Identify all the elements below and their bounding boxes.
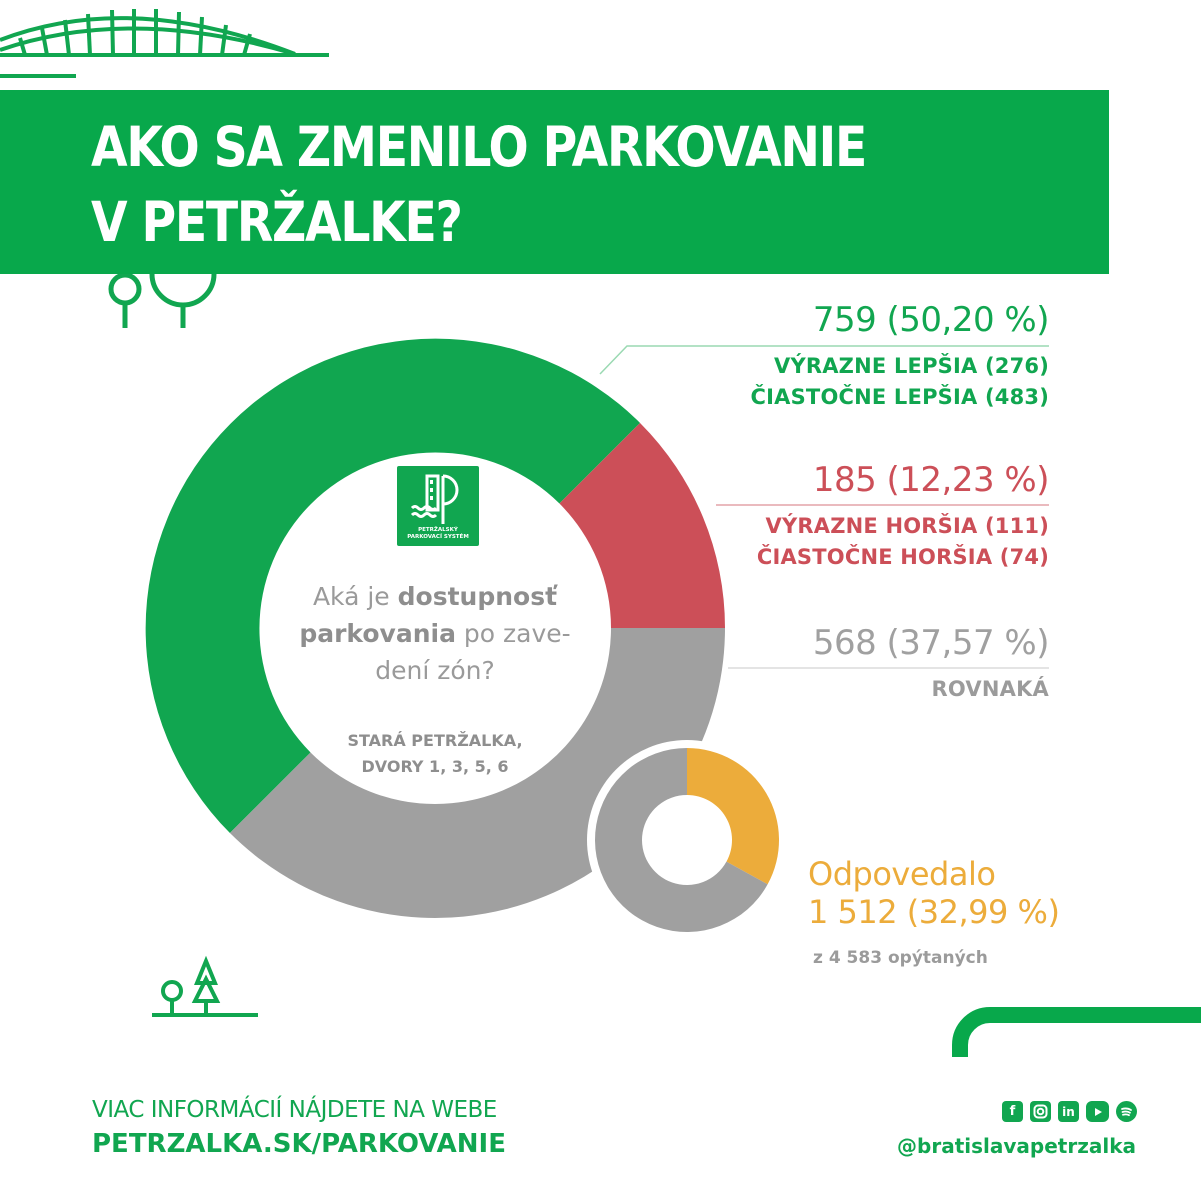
- youtube-icon[interactable]: [1086, 1101, 1109, 1122]
- facebook-icon[interactable]: f: [1002, 1101, 1023, 1122]
- instagram-icon[interactable]: [1030, 1101, 1051, 1122]
- question-text-3: dení zón?: [375, 656, 495, 685]
- worse-total: 185 (12,23 %): [812, 460, 1049, 500]
- location-line-2: DVORY 1, 3, 5, 6: [361, 757, 509, 776]
- better-total: 759 (50,20 %): [812, 300, 1049, 340]
- social-handle[interactable]: @bratislavapetrzalka: [897, 1134, 1136, 1158]
- response-value: 1 512 (32,99 %): [808, 893, 1060, 931]
- logo-line-2: PARKOVACÍ SYSTÉM: [407, 534, 469, 540]
- same-label: ROVNAKÁ: [931, 677, 1049, 701]
- question-text: Aká je: [312, 582, 398, 611]
- spotify-icon[interactable]: [1116, 1101, 1137, 1122]
- better-line-1: VÝRAZNE LEPŠIA (276): [774, 354, 1049, 378]
- title-line-2: V PETRŽALKE?: [91, 190, 462, 254]
- trees-ground-icon: [150, 955, 262, 1020]
- title-line-1: AKO SA ZMENILO PARKOVANIE: [91, 115, 867, 179]
- logo-line-1: PETRŽALSKÝ: [418, 527, 458, 533]
- question-bold-1: dostupnosť: [397, 582, 558, 611]
- curve-decoration: [940, 1000, 1201, 1060]
- social-icons: [1002, 1101, 1137, 1122]
- response-total: z 4 583 opýtaných: [813, 948, 988, 968]
- worse-line-2: ČIASTOČNE HORŠIA (74): [756, 545, 1049, 569]
- same-total: 568 (37,57 %): [812, 623, 1049, 663]
- question-text-2: po zave-: [455, 619, 571, 648]
- linkedin-icon[interactable]: in: [1058, 1101, 1079, 1122]
- website-link[interactable]: PETRZALKA.SK/PARKOVANIE: [92, 1129, 506, 1159]
- more-info-text: VIAC INFORMÁCIÍ NÁJDETE NA WEBE: [92, 1097, 497, 1123]
- worse-line-1: VÝRAZNE HORŠIA (111): [765, 514, 1049, 538]
- response-label: Odpovedalo: [808, 855, 996, 893]
- response-summary: [808, 855, 1059, 931]
- location-line-1: STARÁ PETRŽALKA,: [347, 731, 523, 750]
- question-bold-2: parkovania: [299, 619, 456, 648]
- better-line-2: ČIASTOČNE LEPŠIA (483): [750, 385, 1049, 409]
